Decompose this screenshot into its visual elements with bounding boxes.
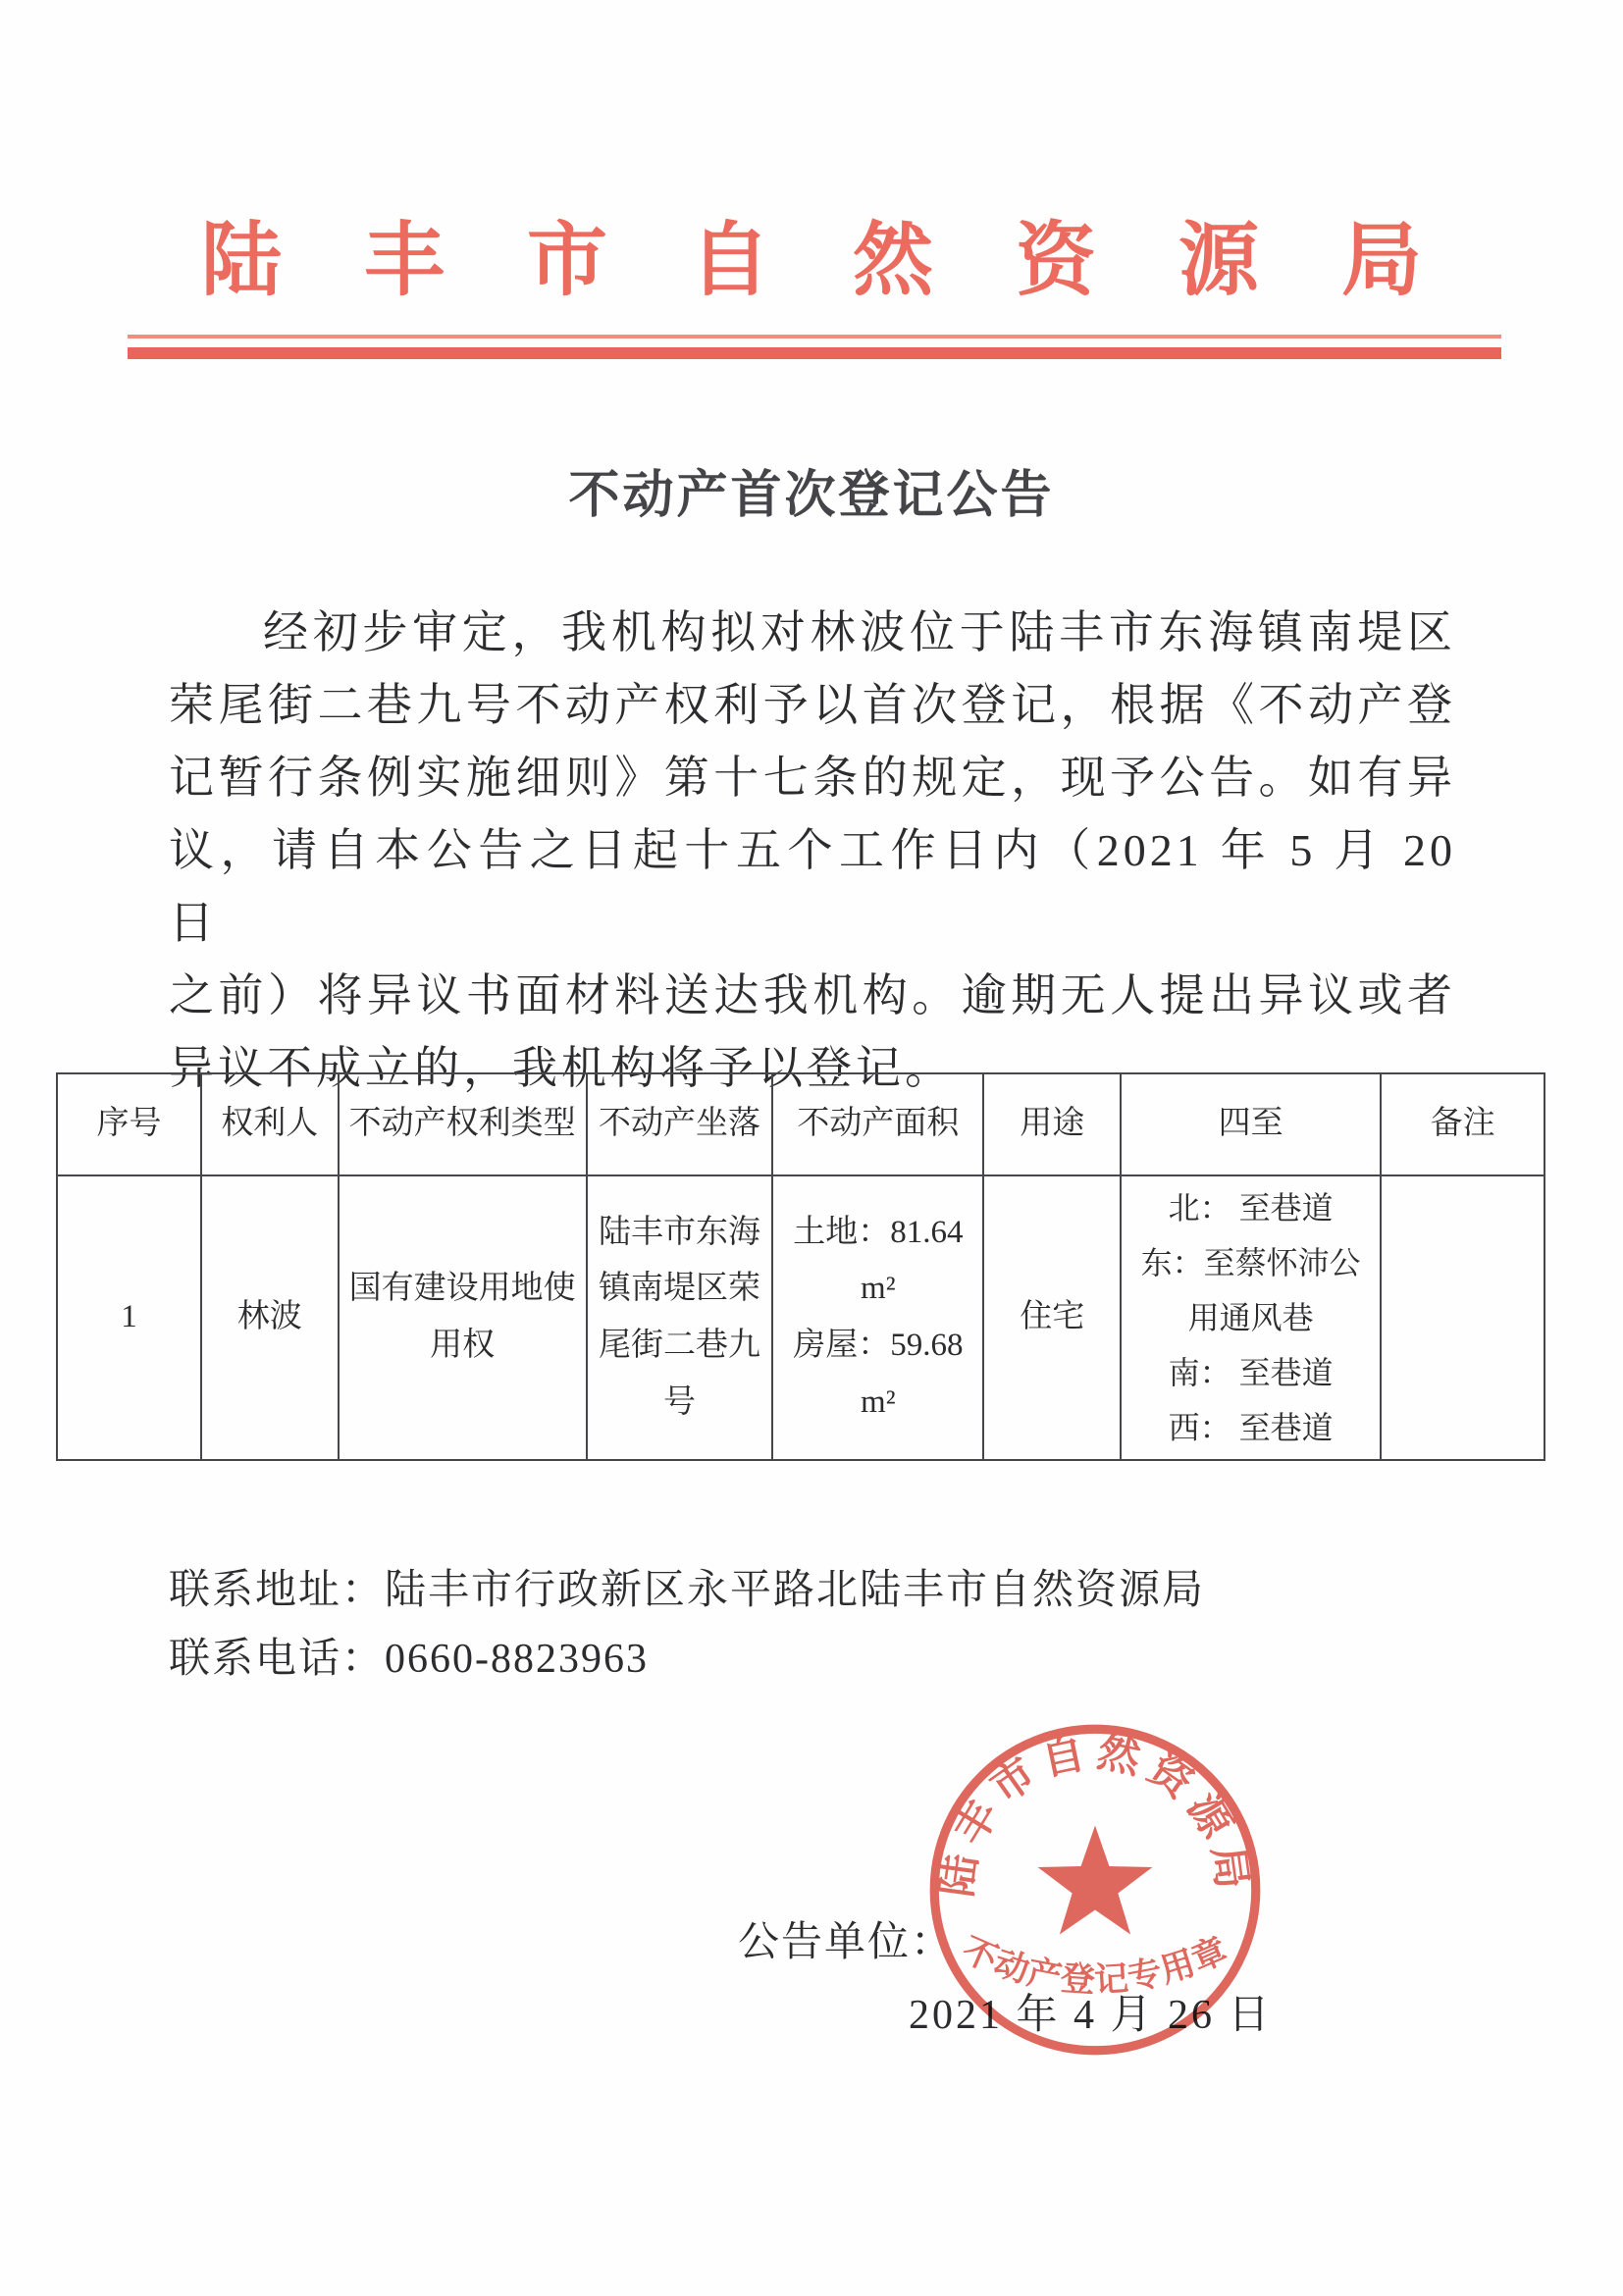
contact-address-line: [169, 1556, 1205, 1625]
contact-phone-line: [169, 1625, 1205, 1694]
seal-ring-text: 陆丰市自然资源局: [934, 1729, 1256, 1900]
body-line: 异议不成立的，我机构将予以登记。: [169, 1043, 954, 1093]
cell-remark: [1381, 1175, 1544, 1460]
issue-date: 2021 年 4 月 26 日: [909, 1993, 1273, 2038]
cell-right-type: 国有建设用地使用权: [339, 1175, 587, 1460]
boundary-south: 南： 至巷道: [1168, 1355, 1334, 1390]
registration-table: [56, 1072, 1545, 1461]
cell-location: 陆丰市东海镇南堤区荣尾街二巷九号: [587, 1175, 773, 1460]
col-header-boundaries: 四至: [1121, 1073, 1381, 1175]
boundary-east: 东：至蔡怀沛公用通风巷: [1140, 1245, 1361, 1335]
seal-bottom-text: 不动产登记专用章: [956, 1930, 1234, 2000]
col-header-holder: 权利人: [201, 1073, 338, 1175]
letterhead-rule-thin: [128, 335, 1501, 339]
col-header-location: 不动产坐落: [587, 1073, 773, 1175]
svg-text:不动产登记专用章: [957, 1929, 1233, 2000]
body-line: 荣尾街二巷九号不动产权利予以首次登记，根据《不动产登: [169, 680, 1456, 730]
issuer-label: 公告单位：: [738, 1920, 955, 1965]
contact-address-value: 陆丰市行政新区永平路北陆丰市自然资源局: [385, 1568, 1206, 1613]
body-line: 议，请自本公告之日起十五个工作日内（2021 年 5 月 20 日: [169, 825, 1456, 948]
table-header-row: [57, 1073, 1544, 1175]
contact-phone-label: 联系电话：: [169, 1637, 386, 1682]
table-row: [57, 1175, 1544, 1460]
col-header-seq: 序号: [57, 1073, 201, 1175]
col-header-right-type: 不动产权利类型: [339, 1073, 587, 1175]
col-header-remark: 备注: [1381, 1073, 1544, 1175]
contact-block: [169, 1556, 1205, 1694]
notice-body: [169, 597, 1456, 1105]
contact-phone-value: 0660-8823963: [385, 1637, 650, 1682]
cell-area: [772, 1175, 983, 1460]
cell-seq: 1: [57, 1175, 201, 1460]
official-seal: [924, 1719, 1266, 2061]
col-header-area: 不动产面积: [772, 1073, 983, 1175]
seal-star-icon: [1038, 1825, 1153, 1934]
boundary-north: 北： 至巷道: [1168, 1190, 1334, 1226]
page-title: 不动产首次登记公告: [568, 467, 1055, 524]
letterhead-rule-thick: [128, 347, 1501, 359]
boundary-west: 西： 至巷道: [1168, 1410, 1334, 1445]
cell-boundaries: [1121, 1175, 1381, 1460]
agency-letterhead: 陆丰市自然资源局: [200, 216, 1504, 305]
col-header-usage: 用途: [983, 1073, 1120, 1175]
body-line: 记暂行条例实施细则》第十七条的规定，现予公告。如有异: [169, 753, 1456, 803]
body-line: 之前）将异议书面材料送达我机构。逾期无人提出异议或者: [169, 970, 1456, 1020]
contact-address-label: 联系地址：: [169, 1568, 386, 1613]
cell-usage: 住宅: [983, 1175, 1120, 1460]
area-house: 房屋：59.68 m²: [793, 1328, 964, 1420]
cell-holder: 林波: [201, 1175, 338, 1460]
area-land: 土地：81.64 m²: [793, 1214, 964, 1307]
body-line: 经初步审定，我机构拟对林波位于陆丰市东海镇南堤区: [263, 607, 1456, 657]
